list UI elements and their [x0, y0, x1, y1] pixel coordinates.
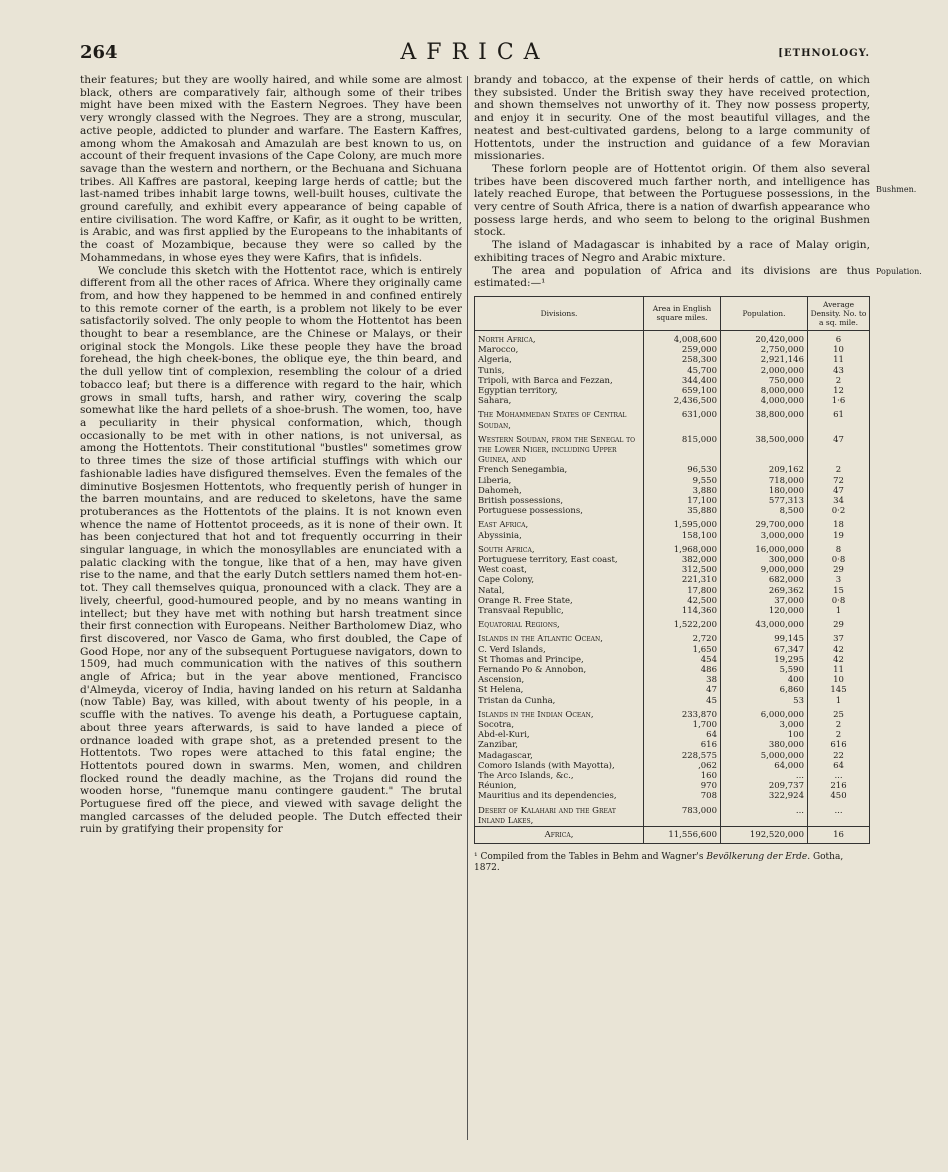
density-value: 616 [808, 740, 870, 750]
population-value: 2,750,000 [721, 345, 808, 355]
area-value: 344,400 [644, 376, 721, 386]
population-value: ... [721, 802, 808, 827]
division-name: C. Verd Islands, [475, 645, 644, 655]
table-row [475, 761, 870, 771]
population-value: 322,924 [721, 791, 808, 801]
footnote-text: ¹ Compiled from the Tables in Behm and Wagner's [474, 852, 707, 863]
division-name: Comoro Islands (with Mayotta), [475, 761, 644, 771]
population-value: 209,162 [721, 465, 808, 475]
table-row [475, 376, 870, 386]
division-name: Ascension, [475, 675, 644, 685]
col-header-density: Average Density. No. to a sq. mile. [808, 296, 870, 330]
density-value: 0·2 [808, 506, 870, 516]
density-value: 29 [808, 565, 870, 575]
division-name: Fernando Po & Annobon, [475, 665, 644, 675]
total-population: 192,520,000 [721, 827, 808, 844]
table-row [475, 596, 870, 606]
division-name: Sahara, [475, 396, 644, 406]
density-value: ... [808, 802, 870, 827]
population-value: 67,347 [721, 645, 808, 655]
population-value: 400 [721, 675, 808, 685]
table-row [475, 645, 870, 655]
footnote-tail: Gotha, 1872. [474, 852, 844, 874]
area-value: 616 [644, 740, 721, 750]
division-name: Marocco, [475, 345, 644, 355]
area-value: 96,530 [644, 465, 721, 475]
population-value: 16,000,000 [721, 541, 808, 555]
area-value: 64 [644, 730, 721, 740]
division-name: North Africa, [475, 330, 644, 345]
table-row [475, 781, 870, 791]
division-name: West coast, [475, 565, 644, 575]
table-row [475, 355, 870, 365]
table-row [475, 685, 870, 695]
density-value: 1 [808, 696, 870, 706]
left-paragraph-2: We conclude this sketch with the Hottentot race, which is entirely different from all the other races of Africa. Where they originally came from, and how they happened to be hemmed in and confined entirely to this remote corner of the earth, is a problem not likely to be ever satisfactorily solved. The only people to whom the Hottentot has been thought to bear a resemblance, are the Chinese or Malays, or their original stock the Mongols. Like these people they have the broad forehead, the high cheek-bones, the oblique eye, the thin beard, and the dull yellow tint of complexion, resembling the colour of a dried tobacco leaf; but there is a difference with regard to the hair, which grows in small tufts, harsh, and rather wiry, covering the scalp somewhat like the hard pellets of a shoe-brush. The women, too, have a peculiarity in their physical conformation, which, though occasionally to be met with in other nations, is not universal, as among the Hottentots. Their constitutional "bustles" sometimes grow to three times the size of those artificial stuffings with which our fashionable ladies have disfigured themselves. Even the females of the diminutive Bosjesmen Hottentots, who frequently perish of hunger in the barren mountains, and are reduced to skeletons, have the same protuberances as the Hottentots of the plains. It is not known even whence the name of Hottentot proceeds, as it is none of their own. It has been conjectured that hot and tot frequently occurring in their singular language, in which the monosyllables are enunciated with a palatic clacking with the tongue, like that of a hen, may have given rise to the name, and that the early Dutch settlers named them hot-en-tot. They call themselves quiqua, pronounced with a clack. They are a lively, cheerful, good-humoured people, and by no means wanting in intellect; but they have met with nothing but harsh treatment since their first connection with Europeans. Neither Bartholomew Diaz, who first discovered, nor Vasco de Gama, who first doubled, the Cape of Good Hope, nor any of the subsequent Portuguese navigators, down to 1509, had much communication with the natives of this southern angle of Africa; but in the year above mentioned, Francisco d'Almeyda, viceroy of India, having landed on his return at Saldanha (now Table) Bay, was killed, with about twenty of his people, in a scuffle with the natives. To avenge his death, a Portuguese captain, about three years afterwards, is said to have landed a piece of ordnance loaded with grape shot, as a pretended present to the Hottentots. Two ropes were attached to this fatal engine; the Hottentots poured down in swarms. Men, women, and children flocked round the deadly machine, as the Trojans did round the wooden horse, "funemque manu contingere gaudent." The brutal Portuguese fired off the piece, and viewed with savage delight the mangled carcasses of the deluded people. The Dutch effected their ruin by gratifying their propensity for [80, 264, 462, 836]
population-value: 300,000 [721, 555, 808, 565]
density-value: 12 [808, 386, 870, 396]
division-name: Tripoli, with Barca and Fezzan, [475, 376, 644, 386]
division-name: Mauritius and its dependencies, [475, 791, 644, 801]
population-value: 20,420,000 [721, 330, 808, 345]
table-row [475, 740, 870, 750]
col-header-population: Population. [721, 296, 808, 330]
right-paragraph-1: brandy and tobacco, at the expense of their herds of cattle, on which they subsisted. Under the British sway they have received protection, and shown themselves not unworthy of it. They now possess property, and enjoy it in security. One of the most beautiful villages, and the neatest and best-cultivated gardens, belong to a large community of Hottentots, under the instruction and guidance of a few Moravian missionaries. [474, 74, 870, 163]
population-value: 29,700,000 [721, 516, 808, 530]
density-value: 47 [808, 431, 870, 466]
area-value: 1,700 [644, 720, 721, 730]
population-value: 8,000,000 [721, 386, 808, 396]
area-value: 228,575 [644, 751, 721, 761]
table-row [475, 655, 870, 665]
division-name: Portuguese territory, East coast, [475, 555, 644, 565]
area-value: 815,000 [644, 431, 721, 466]
area-value: 382,000 [644, 555, 721, 565]
right-paragraph-2: These forlorn people are of Hottentot origin. Of them also several tribes have been discovered much farther north, and intelligence has lately reached Europe, that between the Portuguese possessions, in the very centre of South Africa, there is a nation of dwarfish appearance who possess large herds, and who seem to belong to the original Bushmen stock. [474, 162, 870, 239]
sidenote-population: Population. [876, 267, 922, 276]
division-name: Desert of Kalahari and the Great Inland Lakes, [475, 802, 644, 827]
population-value: 37,000 [721, 596, 808, 606]
density-value: 0·8 [808, 596, 870, 606]
right-column [474, 74, 870, 1144]
area-value: 35,880 [644, 506, 721, 516]
table-row [475, 586, 870, 596]
division-name: Equatorial Regions, [475, 616, 644, 630]
area-value: 1,650 [644, 645, 721, 655]
table-row [475, 406, 870, 430]
population-value: 53 [721, 696, 808, 706]
density-value: 47 [808, 486, 870, 496]
density-value: ... [808, 771, 870, 781]
density-value: 10 [808, 345, 870, 355]
table-row [475, 486, 870, 496]
table-row [475, 345, 870, 355]
table-row [475, 720, 870, 730]
population-value: 380,000 [721, 740, 808, 750]
table-row [475, 665, 870, 675]
total-name: Africa, [475, 827, 644, 844]
table-row [475, 396, 870, 406]
density-value: 8 [808, 541, 870, 555]
area-value: 783,000 [644, 802, 721, 827]
density-value: 3 [808, 575, 870, 585]
page-header [80, 40, 870, 66]
division-name: Islands in the Atlantic Ocean, [475, 630, 644, 644]
division-name: Western Soudan, from the Senegal to the Lower Niger, including Upper Guinea, and [475, 431, 644, 466]
population-value: 209,737 [721, 781, 808, 791]
density-value: 1 [808, 606, 870, 616]
division-name: Abd-el-Kuri, [475, 730, 644, 740]
table-row [475, 575, 870, 585]
area-value: ,062 [644, 761, 721, 771]
running-title: AFRICA [400, 40, 550, 65]
population-value: 9,000,000 [721, 565, 808, 575]
density-value: 42 [808, 645, 870, 655]
area-value: 17,800 [644, 586, 721, 596]
population-value: 99,145 [721, 630, 808, 644]
population-value: 6,000,000 [721, 706, 808, 720]
sidenote-bushmen: Bushmen. [876, 185, 917, 194]
division-name: St Thomas and Principe, [475, 655, 644, 665]
division-name: Transvaal Republic, [475, 606, 644, 616]
density-value: 25 [808, 706, 870, 720]
population-value: 120,000 [721, 606, 808, 616]
population-value: 750,000 [721, 376, 808, 386]
density-value: 61 [808, 406, 870, 430]
division-name: Réunion, [475, 781, 644, 791]
density-value: 22 [808, 751, 870, 761]
division-name: East Africa, [475, 516, 644, 530]
right-paragraph-3: The island of Madagascar is inhabited by a race of Malay origin, exhibiting traces of Negro and Arabic mixture. [474, 239, 870, 264]
table-row [475, 366, 870, 376]
population-value: 5,590 [721, 665, 808, 675]
table-row [475, 506, 870, 516]
population-value: 100 [721, 730, 808, 740]
division-name: Islands in the Indian Ocean, [475, 706, 644, 720]
population-value: 38,800,000 [721, 406, 808, 430]
density-value: 10 [808, 675, 870, 685]
density-value: 6 [808, 330, 870, 345]
area-value: 221,310 [644, 575, 721, 585]
table-body [475, 330, 870, 843]
area-value: 42,500 [644, 596, 721, 606]
area-value: 1,522,200 [644, 616, 721, 630]
table-row [475, 771, 870, 781]
table-row [475, 555, 870, 565]
area-value: 659,100 [644, 386, 721, 396]
population-value: 43,000,000 [721, 616, 808, 630]
table-row [475, 730, 870, 740]
area-value: 2,436,500 [644, 396, 721, 406]
section-label: [ETHNOLOGY. [778, 48, 870, 59]
table-row [475, 791, 870, 801]
area-value: 158,100 [644, 531, 721, 541]
population-value: ... [721, 771, 808, 781]
population-value: 180,000 [721, 486, 808, 496]
density-value: 64 [808, 761, 870, 771]
population-value: 718,000 [721, 476, 808, 486]
population-value: 8,500 [721, 506, 808, 516]
area-value: 970 [644, 781, 721, 791]
density-value: 216 [808, 781, 870, 791]
table-row [475, 431, 870, 466]
density-value: 43 [808, 366, 870, 376]
table-header-row [475, 296, 870, 330]
density-value: 2 [808, 376, 870, 386]
division-name: Egyptian territory, [475, 386, 644, 396]
population-value: 4,000,000 [721, 396, 808, 406]
division-name: British possessions, [475, 496, 644, 506]
division-name: Orange R. Free State, [475, 596, 644, 606]
density-value: 34 [808, 496, 870, 506]
density-value: 37 [808, 630, 870, 644]
table-row [475, 630, 870, 644]
area-value: 45 [644, 696, 721, 706]
col-header-area: Area in English square miles. [644, 296, 721, 330]
table-row [475, 606, 870, 616]
table-row [475, 565, 870, 575]
population-value: 682,000 [721, 575, 808, 585]
population-value: 3,000 [721, 720, 808, 730]
population-value: 2,000,000 [721, 366, 808, 376]
division-name: South Africa, [475, 541, 644, 555]
population-value: 577,313 [721, 496, 808, 506]
area-value: 486 [644, 665, 721, 675]
area-value: 258,300 [644, 355, 721, 365]
division-name: Madagascar, [475, 751, 644, 761]
division-name: Tristan da Cunha, [475, 696, 644, 706]
left-paragraph-1: their features; but they are woolly haired, and while some are almost black, others are comparatively fair, although some of their tribes might have been mixed with the Eastern Negroes. They have been very wrongly classed with the Negroes. They are a strong, muscular, active people, addicted to plunder and warfare. The Eastern Kaffres, among whom the Amakosah and Amazulah are best known to us, on account of their frequent invasions of the Cape Colony, are much more savage than the western and northern, or the Bechuana and Sichuana tribes. All Kaffres are pastoral, keeping large herds of cattle; but the last-named tribes inhabit large towns, well-built houses, cultivate the ground carefully, and exhibit every appearance of being capable of entire civilisation. The word Kaffre, or Kafir, as it ought to be written, is Arabic, and was first applied by the Europeans to the inhabitants of the coast of Mozambique, because they were so called by the Mohammedans, in whose eyes they were Kafirs, that is infidels. [80, 74, 462, 264]
division-name: Liberia, [475, 476, 644, 486]
area-value: 9,550 [644, 476, 721, 486]
division-name: Abyssinia, [475, 531, 644, 541]
density-value: 0·8 [808, 555, 870, 565]
total-density: 16 [808, 827, 870, 844]
division-name: Cape Colony, [475, 575, 644, 585]
division-name: Zanzibar, [475, 740, 644, 750]
table-row [475, 751, 870, 761]
col-header-divisions: Divisions. [475, 296, 644, 330]
area-value: 114,360 [644, 606, 721, 616]
table-row [475, 496, 870, 506]
area-value: 233,870 [644, 706, 721, 720]
division-name: Algeria, [475, 355, 644, 365]
division-name: Dahomeh, [475, 486, 644, 496]
population-table [474, 296, 870, 844]
population-value: 5,000,000 [721, 751, 808, 761]
area-value: 312,500 [644, 565, 721, 575]
division-name: Socotra, [475, 720, 644, 730]
density-value: 29 [808, 616, 870, 630]
column-divider [467, 76, 468, 1140]
density-value: 72 [808, 476, 870, 486]
table-row [475, 802, 870, 827]
division-name: The Mohammedan States of Central Soudan, [475, 406, 644, 430]
table-row [475, 386, 870, 396]
density-value: 2 [808, 465, 870, 475]
density-value: 19 [808, 531, 870, 541]
area-value: 3,880 [644, 486, 721, 496]
area-value: 631,000 [644, 406, 721, 430]
area-value: 45,700 [644, 366, 721, 376]
division-name: Natal, [475, 586, 644, 596]
density-value: 145 [808, 685, 870, 695]
table-row [475, 465, 870, 475]
density-value: 18 [808, 516, 870, 530]
population-value: 38,500,000 [721, 431, 808, 466]
area-value: 454 [644, 655, 721, 665]
table-row [475, 675, 870, 685]
table-row [475, 696, 870, 706]
table-row [475, 516, 870, 530]
density-value: 2 [808, 730, 870, 740]
area-value: 17,100 [644, 496, 721, 506]
density-value: 450 [808, 791, 870, 801]
area-value: 2,720 [644, 630, 721, 644]
area-value: 1,968,000 [644, 541, 721, 555]
density-value: 2 [808, 720, 870, 730]
table-row [475, 616, 870, 630]
population-value: 3,000,000 [721, 531, 808, 541]
area-value: 1,595,000 [644, 516, 721, 530]
area-value: 4,008,600 [644, 330, 721, 345]
density-value: 42 [808, 655, 870, 665]
table-row [475, 706, 870, 720]
population-value: 269,362 [721, 586, 808, 596]
population-value: 6,860 [721, 685, 808, 695]
left-column [80, 74, 462, 1144]
population-value: 2,921,146 [721, 355, 808, 365]
division-name: Tunis, [475, 366, 644, 376]
footnote [474, 852, 870, 874]
density-value: 11 [808, 355, 870, 365]
table-row [475, 541, 870, 555]
population-value: 64,000 [721, 761, 808, 771]
total-area: 11,556,600 [644, 827, 721, 844]
division-name: The Arco Islands, &c., [475, 771, 644, 781]
area-value: 47 [644, 685, 721, 695]
population-value: 19,295 [721, 655, 808, 665]
density-value: 1·6 [808, 396, 870, 406]
density-value: 15 [808, 586, 870, 596]
area-value: 259,000 [644, 345, 721, 355]
page-number: 264 [80, 42, 118, 63]
division-name: St Helena, [475, 685, 644, 695]
table-row [475, 476, 870, 486]
area-value: 160 [644, 771, 721, 781]
table-row [475, 531, 870, 541]
area-value: 38 [644, 675, 721, 685]
area-value: 708 [644, 791, 721, 801]
division-name: Portuguese possessions, [475, 506, 644, 516]
density-value: 11 [808, 665, 870, 675]
table-total-row [475, 827, 870, 844]
table-row [475, 330, 870, 345]
footnote-title: Bevölkerung der Erde. [706, 852, 811, 863]
division-name: French Senegambia, [475, 465, 644, 475]
right-paragraph-4: The area and population of Africa and its divisions are thus estimated:—¹ [474, 264, 870, 290]
